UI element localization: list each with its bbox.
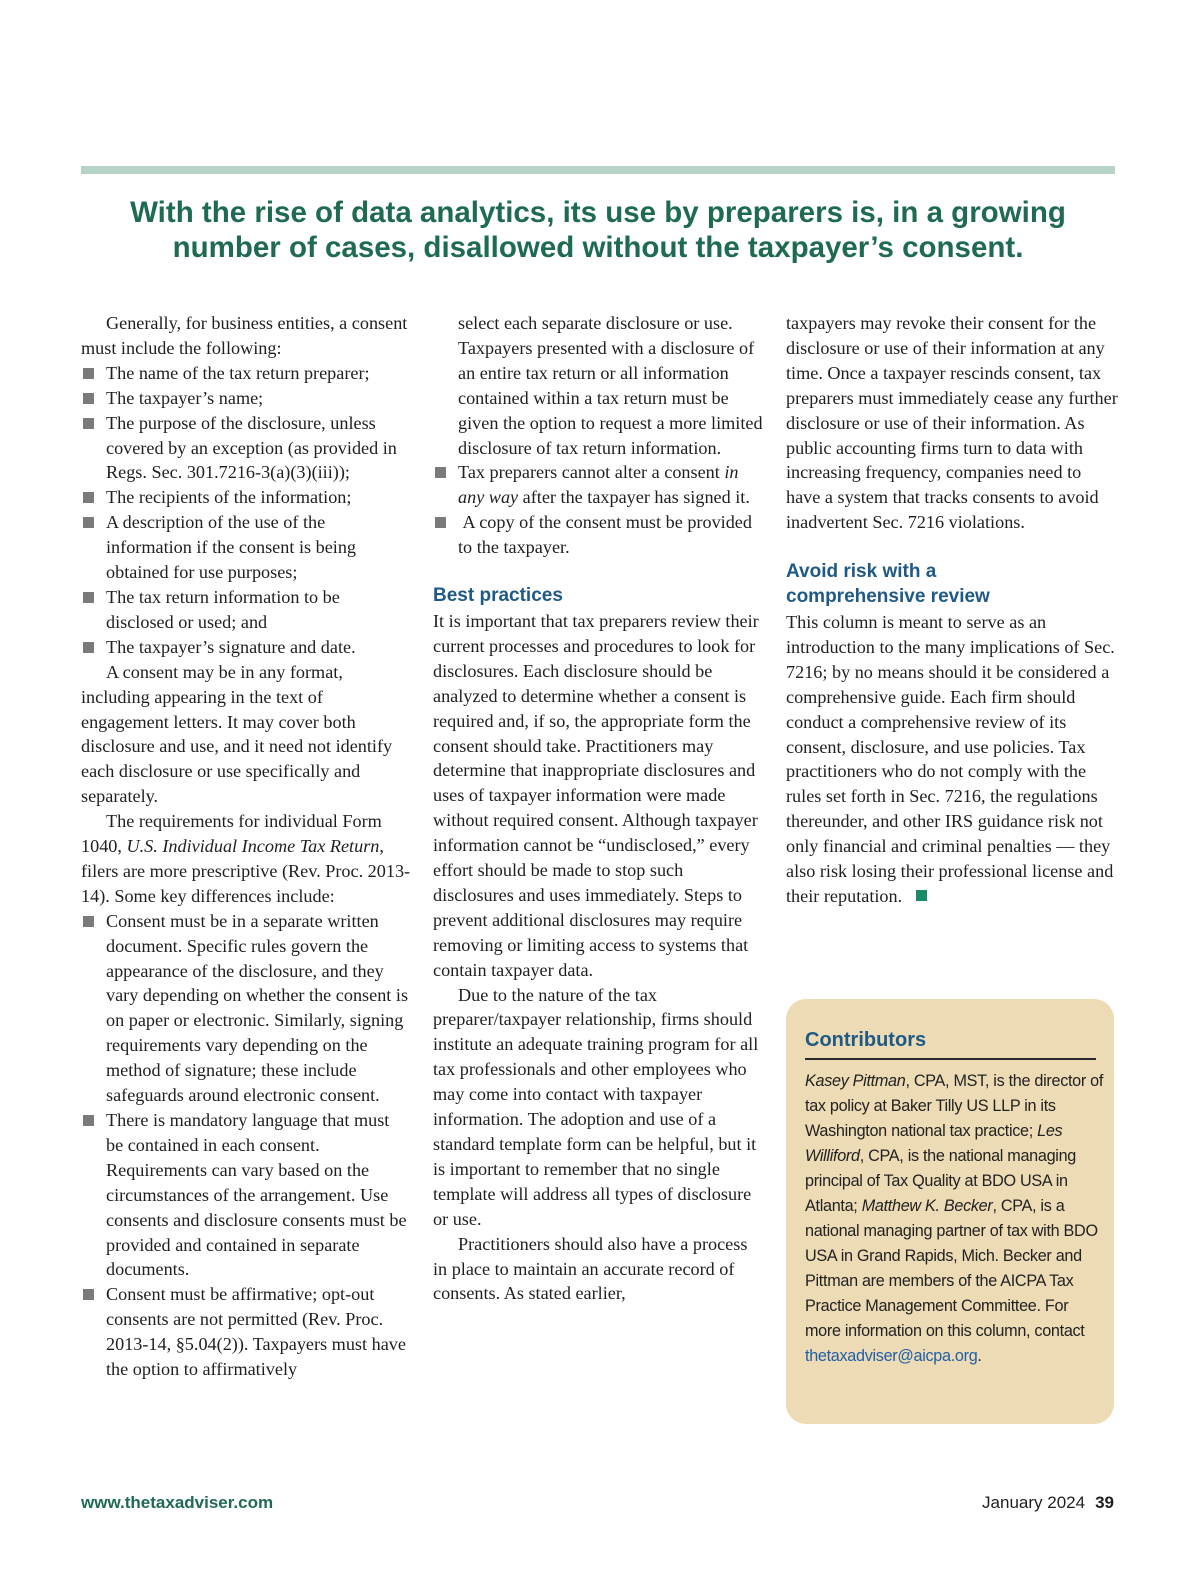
pull-quote [81,195,1115,265]
column2-paragraph: Due to the nature of the tax preparer/taxpayer relationship, firms should institute an adequate training program for all tax professionals and other employees who may come into contact with taxpayer information. The adoption and use of a standard template form can be helpful, but it is important to remember that no single template will address all types of disclosure or use. [433,984,759,1229]
page-number: 39 [1095,1493,1114,1512]
pull-quote-line-1: With the rise of data analytics, its use by preparers is, in a growing [130,196,1066,229]
text-run: , CPA, is the national managing principal of Tax Quality at BDO USA in Atlanta; [805,1147,1076,1215]
list-item: There is mandatory language that must be contained in each consent. Requirements can vary based on the circumstances of the arrangement. Use consents and disclosure consents must be provided and contained in separate documents. [81,1108,411,1282]
consent-rules-list [433,460,765,560]
issue-date: January 2024 [982,1493,1086,1512]
text-run: after the taxpayer has signed it. [518,487,750,508]
column3-paragraph: taxpayers may revoke their consent for the disclosure or use of their information at any time. Once a taxpayer rescinds consent, tax preparers must immediately cease any further disclosure or use of their information. As public accounting firms turn to data with increasing frequency, companies need to have a system that tracks consents to avoid inadvertent Sec. 7216 violations. [786,313,1118,533]
contributors-bio [805,1069,1105,1369]
section-heading-avoid-risk [786,560,1118,610]
business-consent-list [81,361,411,660]
footer-url[interactable]: www.thetaxadviser.com [81,1493,274,1512]
list-item: The recipients of the information; [81,485,411,510]
article-column-1 [81,311,411,1382]
list-item: The tax return information to be disclosed or used; and [81,585,411,635]
column1-paragraph: A consent may be in any format, including appearing in the text of engagement letters. It may cover both disclosure and use, and it need not identify each disclosure or use specifically and separately. [81,661,393,807]
text-run: This column is meant to serve as an introduction to the many implications of Sec. 7216; by no means should it be considered a comprehensive guide. Each firm should conduct a comprehensive review of its consent, disclosure, and use policies. Tax practitioners who do not comply with the rules set forth in Sec. 7216, the regulations thereunder, and other IRS guidance risk not only financial and criminal penalties — they also risk losing their professional license and their reputation. [786,611,1115,906]
text-run: , filers are more prescriptive (Rev. Proc. 2013-14). Some key differences include: [81,836,411,906]
section-heading-best-practices: Best practices [433,585,563,607]
list-item [433,460,765,510]
footer-date-page [982,1493,1114,1513]
heading-line: comprehensive review [786,586,990,608]
contributor-name: Matthew K. Becker [861,1197,993,1215]
list-item: The purpose of the disclosure, unless covered by an exception (as provided in Regs. Sec. 301.7216-3(a)(3)(iii)); [81,411,411,486]
contributor-name: Kasey Pittman [805,1072,906,1090]
column2-paragraph: Practitioners should also have a process in place to maintain an accurate record of consents. As stated earlier, [433,1233,748,1304]
text-run: Tax preparers cannot alter a consent [458,462,725,483]
list-item: Consent must be in a separate written document. Specific rules govern the appearance of the disclosure, and they vary depending on whether the consent is on paper or electronic. Similarly, signing requirements vary depending on the method of signature; these include safeguards around electronic consent. [81,909,411,1108]
article-column-3 [786,311,1118,909]
form-title: U.S. Individual Income Tax Return [126,836,380,857]
text-run: , CPA, MST, is the director of tax policy at Baker Tilly US LLP in its Washington national tax practice; [805,1072,1104,1140]
column1-paragraph [81,809,411,909]
form1040-differences-list [81,909,411,1382]
contributor-name: Les Williford [805,1122,1063,1165]
text-run: . [977,1347,982,1365]
contact-email-link[interactable]: thetaxadviser@aicpa.org [805,1347,978,1365]
text-run: , CPA, is a national managing partner of tax with BDO USA in Grand Rapids, Mich. Becker and Pittman are members of the AICPA Tax Practice Management Committee. For more information on this column, contact [805,1197,1098,1340]
pull-quote-line-2: number of cases, disallowed without the taxpayer’s consent. [172,231,1024,264]
list-item: A description of the use of the information if the consent is being obtained for use purposes; [81,510,411,585]
list-item: The taxpayer’s name; [81,386,411,411]
list-item: The taxpayer’s signature and date. [81,635,411,660]
end-of-article-square-icon [916,890,927,901]
list-item: A copy of the consent must be provided to the taxpayer. [433,510,765,560]
column3-paragraph [786,610,1118,909]
heading-line: Avoid risk with a [786,561,937,583]
column1-intro: Generally, for business entities, a consent must include the following: [81,313,408,358]
contributors-box [786,999,1114,1424]
column2-paragraph: It is important that tax preparers review their current processes and procedures to look for disclosures. Each disclosure should be analyzed to determine whether a consent is required and, if so, the appropriate form the consent should take. Practitioners may determine that inappropriate disclosures and uses of taxpayer information were made without required consent. Although taxpayer information cannot be “undisclosed,” every effort should be made to stop such disclosures and uses immediately. Steps to prevent additional disclosures may require removing or limiting access to systems that contain taxpayer data. [433,610,759,980]
top-rule [81,166,1115,174]
emphasis: in any way [458,462,739,508]
contributors-title: Contributors [805,1025,1096,1060]
list-item: Consent must be affirmative; opt-out consents are not permitted (Rev. Proc. 2013-14, §5.04(2)). Taxpayers must have the option to affirmatively [81,1282,411,1382]
text-run: The requirements for individual Form 1040, [81,811,382,857]
continued-list-item: select each separate disclosure or use. Taxpayers presented with a disclosure of an entire tax return or all information contained within a tax return must be given the option to request a more limited disclosure of tax return information. [458,313,763,458]
article-column-2 [433,311,765,1306]
list-item: The name of the tax return preparer; [81,361,411,386]
